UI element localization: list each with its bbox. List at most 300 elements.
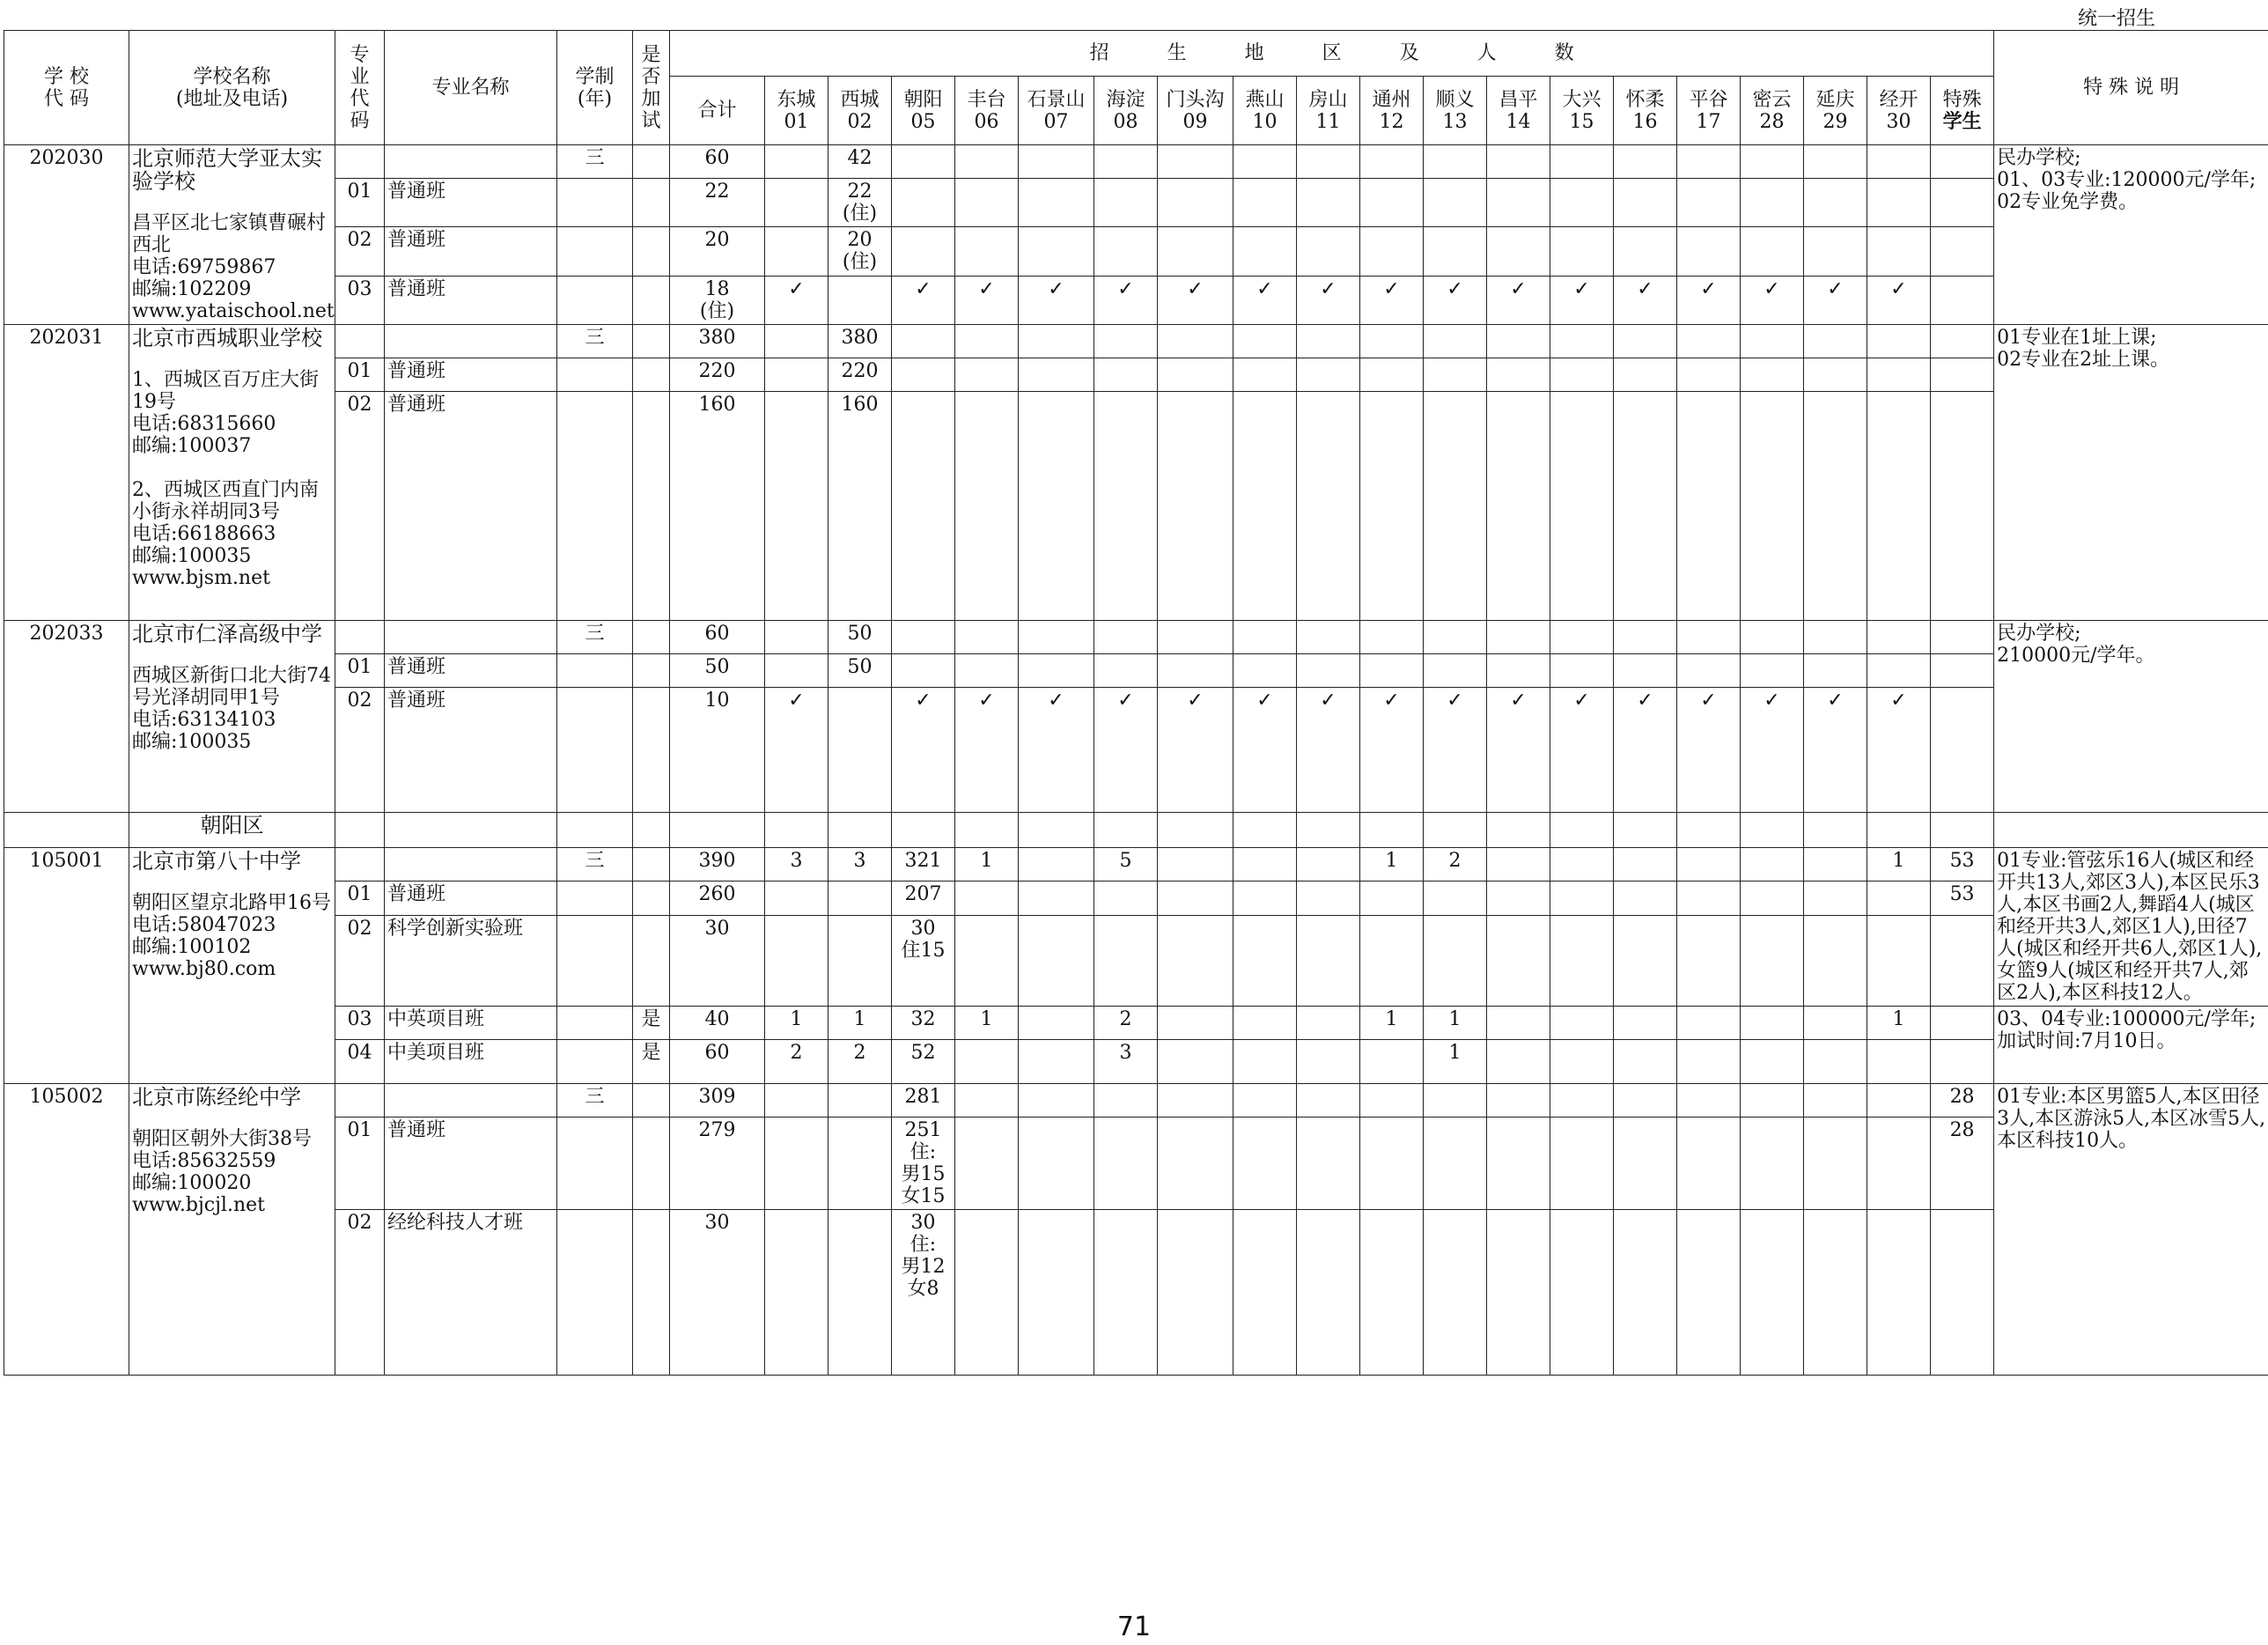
school-code: 202030	[4, 145, 129, 325]
major-name-empty	[385, 145, 557, 179]
special-notes: 03、04专业:100000元/学年; 加试时间:7月10日。	[1994, 1007, 2268, 1084]
cell-region	[1158, 145, 1233, 179]
cell-region	[1804, 392, 1867, 621]
cell-region	[1487, 654, 1550, 688]
cell-region: ✓	[1158, 276, 1233, 324]
district-empty	[1158, 813, 1233, 848]
cell-region	[1867, 358, 1931, 392]
cell-region	[1741, 1084, 1804, 1118]
special-notes: 01专业在1址上课; 02专业在2址上课。	[1994, 325, 2268, 621]
cell-region	[1677, 179, 1741, 227]
cell-region	[1424, 325, 1487, 358]
cell-region	[1297, 1210, 1360, 1376]
region-code: 10	[1252, 110, 1278, 133]
cell-region	[765, 1210, 828, 1376]
region-code: 13	[1442, 110, 1468, 133]
district-empty	[1677, 813, 1741, 848]
cell-region	[1297, 654, 1360, 688]
cell-region	[765, 179, 828, 227]
cell-region	[1094, 654, 1158, 688]
region-name: 昌平	[1498, 88, 1538, 111]
cell-region	[1487, 1040, 1550, 1084]
district-empty	[1360, 813, 1424, 848]
school-name: 北京市仁泽高级中学	[132, 622, 322, 646]
cell-region: 160	[828, 392, 892, 621]
extra-test	[633, 654, 670, 688]
extra-test	[633, 882, 670, 915]
cell-region	[1019, 882, 1094, 915]
cell-region: ✓	[1297, 276, 1360, 324]
cell-region	[1094, 1118, 1158, 1210]
cell-region: 1	[1360, 1007, 1424, 1040]
major-row	[4, 915, 2268, 1006]
cell-total: 390	[670, 848, 765, 882]
duration-empty	[557, 276, 633, 324]
cell-region	[892, 325, 955, 358]
duration-empty	[557, 227, 633, 276]
cell-total: 60	[670, 1040, 765, 1084]
cell-region	[1867, 227, 1931, 276]
major-name: 普通班	[385, 688, 557, 813]
cell-region	[1360, 882, 1424, 915]
cell-region	[1487, 1118, 1550, 1210]
region-header-11	[1424, 77, 1487, 145]
cell-region: ✓	[1158, 688, 1233, 813]
cell-region	[765, 358, 828, 392]
cell-region	[1677, 621, 1741, 654]
school-info	[129, 848, 335, 1084]
cell-region	[1931, 392, 1994, 621]
cell-region	[1931, 1210, 1994, 1376]
cell-region: ✓	[1019, 688, 1094, 813]
school-address: 昌平区北七家镇曹碾村西北 电话:69759867 邮编:102209 www.yataischool.net	[132, 212, 335, 322]
cell-region: ✓	[1094, 688, 1158, 813]
cell-region	[1297, 358, 1360, 392]
cell-region	[1360, 179, 1424, 227]
major-name: 科学创新实验班	[385, 915, 557, 1006]
cell-region	[955, 1210, 1019, 1376]
cell-region	[1158, 654, 1233, 688]
region-code: 07	[1043, 110, 1069, 133]
region-header-3	[892, 77, 955, 145]
extra-test	[633, 1210, 670, 1376]
cell-region	[1360, 915, 1424, 1006]
cell-region	[1019, 1084, 1094, 1118]
cell-region	[955, 915, 1019, 1006]
district-empty	[1741, 813, 1804, 848]
major-name: 普通班	[385, 358, 557, 392]
cell-region	[1297, 848, 1360, 882]
cell-region	[1550, 1118, 1614, 1210]
major-code: 01	[335, 358, 385, 392]
cell-region	[1360, 325, 1424, 358]
cell-region	[765, 654, 828, 688]
cell-region: ✓	[1487, 688, 1550, 813]
cell-region: ✓	[1741, 688, 1804, 813]
cell-region	[1804, 227, 1867, 276]
cell-region	[1094, 882, 1158, 915]
cell-region	[1019, 1210, 1094, 1376]
district-name: 朝阳区	[129, 813, 335, 848]
duration: 三	[557, 145, 633, 179]
cell-region	[1019, 179, 1094, 227]
cell-region	[1019, 1118, 1094, 1210]
cell-region	[1487, 848, 1550, 882]
region-code: 16	[1632, 110, 1658, 133]
cell-region	[1677, 915, 1741, 1006]
cell-region	[955, 882, 1019, 915]
cell-region	[1360, 145, 1424, 179]
cell-region	[1233, 145, 1297, 179]
cell-region	[1094, 227, 1158, 276]
region-code: 17	[1696, 110, 1721, 133]
cell-region	[1931, 915, 1994, 1006]
cell-region	[1550, 179, 1614, 227]
cell-region: 50	[828, 621, 892, 654]
district-empty	[1931, 813, 1994, 848]
school-info	[129, 325, 335, 621]
major-row	[4, 358, 2268, 392]
cell-region	[1614, 915, 1677, 1006]
header-extra-test: 是 否 加 试	[633, 31, 670, 145]
cell-region	[1550, 654, 1614, 688]
district-empty	[828, 813, 892, 848]
district-empty	[1614, 813, 1677, 848]
major-code: 02	[335, 1210, 385, 1376]
cell-region	[1677, 882, 1741, 915]
cell-region	[1158, 1118, 1233, 1210]
school-address: 朝阳区望京北路甲16号 电话:58047023 邮编:100102 www.bj80.com	[132, 892, 331, 980]
cell-region	[1297, 1118, 1360, 1210]
district-row	[4, 813, 2268, 848]
cell-region: 1	[765, 1007, 828, 1040]
cell-region: 22 (住)	[828, 179, 892, 227]
cell-region	[1677, 1084, 1741, 1118]
cell-region: 1	[1424, 1007, 1487, 1040]
extra-test: 是	[633, 1007, 670, 1040]
cell-region	[1233, 1118, 1297, 1210]
cell-region	[1677, 848, 1741, 882]
cell-region	[1550, 1084, 1614, 1118]
duration-empty	[557, 654, 633, 688]
cell-region	[1158, 358, 1233, 392]
cell-region: 2	[1094, 1007, 1158, 1040]
school-info-spacer	[132, 1109, 332, 1128]
cell-region	[1677, 1040, 1741, 1084]
district-empty	[385, 813, 557, 848]
cell-region	[765, 882, 828, 915]
cell-region	[1158, 227, 1233, 276]
cell-region	[1158, 1007, 1233, 1040]
region-header-19	[1931, 77, 1994, 145]
cell-region	[1867, 1040, 1931, 1084]
extra-test	[633, 276, 670, 324]
cell-region	[1614, 1118, 1677, 1210]
cell-region	[1741, 358, 1804, 392]
cell-region	[1297, 145, 1360, 179]
region-header-7	[1158, 77, 1233, 145]
cell-region	[1741, 227, 1804, 276]
cell-region	[955, 654, 1019, 688]
cell-region	[1424, 882, 1487, 915]
school-info	[129, 1084, 335, 1376]
cell-region	[1867, 654, 1931, 688]
cell-region	[1614, 1084, 1677, 1118]
cell-region	[1233, 1210, 1297, 1376]
cell-region	[1158, 179, 1233, 227]
cell-region	[1804, 621, 1867, 654]
cell-region: 20 (住)	[828, 227, 892, 276]
region-code: 11	[1315, 110, 1341, 133]
cell-region	[1487, 179, 1550, 227]
cell-region	[1931, 654, 1994, 688]
cell-region	[1867, 392, 1931, 621]
cell-region: ✓	[1360, 276, 1424, 324]
cell-region	[828, 1210, 892, 1376]
region-header-9	[1297, 77, 1360, 145]
major-row	[4, 654, 2268, 688]
cell-region	[1804, 358, 1867, 392]
cell-region	[1019, 227, 1094, 276]
major-row	[4, 227, 2268, 276]
cell-region	[892, 227, 955, 276]
cell-region: 5	[1094, 848, 1158, 882]
cell-region	[955, 1118, 1019, 1210]
cell-region	[828, 882, 892, 915]
cell-region	[1677, 325, 1741, 358]
region-name: 平谷	[1689, 88, 1728, 111]
cell-region	[1233, 654, 1297, 688]
extra-test	[633, 179, 670, 227]
cell-region	[828, 1084, 892, 1118]
cell-region	[1487, 227, 1550, 276]
cell-region: 1	[1867, 1007, 1931, 1040]
cell-region	[1094, 179, 1158, 227]
cell-region: ✓	[1424, 276, 1487, 324]
cell-region	[1233, 1040, 1297, 1084]
cell-region	[892, 392, 955, 621]
cell-region	[1550, 848, 1614, 882]
duration-empty	[557, 1007, 633, 1040]
cell-region	[1094, 145, 1158, 179]
region-header-18	[1867, 77, 1931, 145]
cell-region	[1614, 1210, 1677, 1376]
cell-region	[1614, 358, 1677, 392]
cell-region: 207	[892, 882, 955, 915]
major-code-empty	[335, 145, 385, 179]
cell-region	[1019, 358, 1094, 392]
cell-region	[1741, 882, 1804, 915]
cell-region	[1158, 392, 1233, 621]
region-code: 06	[974, 110, 999, 133]
cell-region	[1614, 621, 1677, 654]
cell-region	[1297, 392, 1360, 621]
school-code: 202031	[4, 325, 129, 621]
region-header-10	[1360, 77, 1424, 145]
school-info	[129, 621, 335, 813]
cell-region	[1614, 145, 1677, 179]
region-code: 28	[1759, 110, 1785, 133]
major-code: 04	[335, 1040, 385, 1084]
cell-region: ✓	[1614, 688, 1677, 813]
cell-region	[765, 325, 828, 358]
major-code: 02	[335, 392, 385, 621]
region-name: 石景山	[1027, 88, 1086, 111]
major-name: 普通班	[385, 179, 557, 227]
cell-region: ✓	[1550, 688, 1614, 813]
cell-region	[1297, 325, 1360, 358]
cell-region	[1804, 1118, 1867, 1210]
duration-empty	[557, 1040, 633, 1084]
cell-region	[892, 654, 955, 688]
header-school-code: 学 校 代 码	[4, 31, 129, 145]
cell-region	[1360, 358, 1424, 392]
cell-region	[1158, 1084, 1233, 1118]
header-notes: 特 殊 说 明	[1994, 31, 2268, 145]
cell-region	[1804, 848, 1867, 882]
district-empty	[1233, 813, 1297, 848]
region-name: 东城	[777, 88, 816, 111]
cell-region	[1424, 145, 1487, 179]
school-address: 朝阳区朝外大街38号 电话:85632559 邮编:100020 www.bjcjl.net	[132, 1128, 312, 1216]
cell-region	[1158, 621, 1233, 654]
page-number: 71	[1116, 1612, 1152, 1642]
cell-region	[1677, 358, 1741, 392]
cell-region	[1614, 179, 1677, 227]
cell-region	[1931, 358, 1994, 392]
cell-region: 50	[828, 654, 892, 688]
cell-region: ✓	[892, 276, 955, 324]
school-code: 105002	[4, 1084, 129, 1376]
region-name: 通州	[1372, 88, 1411, 111]
major-code: 01	[335, 179, 385, 227]
region-header-17	[1804, 77, 1867, 145]
cell-total: 279	[670, 1118, 765, 1210]
cell-region	[955, 325, 1019, 358]
school-name: 北京市陈经纶中学	[132, 1085, 301, 1110]
region-name: 经开	[1879, 88, 1918, 111]
cell-region	[1094, 358, 1158, 392]
cell-region: 52	[892, 1040, 955, 1084]
cell-region: ✓	[1804, 688, 1867, 813]
cell-region	[1019, 654, 1094, 688]
cell-region	[1550, 1007, 1614, 1040]
region-code: 09	[1182, 110, 1208, 133]
school-address: 西城区新街口北大街74号光泽胡同甲1号 电话:63134103 邮编:100035	[132, 665, 331, 753]
extra-test	[633, 848, 670, 882]
cell-region	[1550, 1210, 1614, 1376]
school-info-spacer	[132, 873, 332, 892]
cell-region	[955, 1040, 1019, 1084]
cell-total: 18 (住)	[670, 276, 765, 324]
cell-region	[1094, 915, 1158, 1006]
major-row	[4, 1040, 2268, 1084]
cell-region	[1233, 392, 1297, 621]
cell-region	[1019, 1007, 1094, 1040]
cell-region	[1297, 621, 1360, 654]
cell-total: 10	[670, 688, 765, 813]
cell-region	[1158, 848, 1233, 882]
cell-region: ✓	[1297, 688, 1360, 813]
cell-region	[1741, 392, 1804, 621]
cell-region	[1550, 882, 1614, 915]
cell-region	[828, 915, 892, 1006]
cell-total: 30	[670, 1210, 765, 1376]
cell-region	[1741, 1040, 1804, 1084]
cell-region: ✓	[1867, 276, 1931, 324]
special-notes: 01专业:本区男篮5人,本区田径3人,本区游泳5人,本区冰雪5人,本区科技10人。	[1994, 1084, 2268, 1376]
region-header-14	[1614, 77, 1677, 145]
cell-region	[1297, 179, 1360, 227]
region-header-8	[1233, 77, 1297, 145]
cell-total: 380	[670, 325, 765, 358]
special-notes: 民办学校; 01、03专业:120000元/学年; 02专业免学费。	[1994, 145, 2268, 325]
cell-region	[955, 358, 1019, 392]
cell-region	[1424, 621, 1487, 654]
cell-region	[1614, 325, 1677, 358]
duration-empty	[557, 1210, 633, 1376]
cell-region: ✓	[765, 276, 828, 324]
cell-region: 53	[1931, 848, 1994, 882]
cell-region	[1931, 621, 1994, 654]
cell-region	[1550, 325, 1614, 358]
school-info-spacer	[132, 350, 332, 369]
cell-region: 53	[1931, 882, 1994, 915]
cell-region	[1550, 227, 1614, 276]
region-name: 西城	[840, 88, 880, 111]
cell-region	[955, 145, 1019, 179]
duration: 三	[557, 325, 633, 358]
cell-region	[1487, 1084, 1550, 1118]
cell-region	[1867, 1084, 1931, 1118]
cell-region	[955, 179, 1019, 227]
cell-region: 32	[892, 1007, 955, 1040]
major-code: 02	[335, 688, 385, 813]
cell-region: ✓	[1233, 688, 1297, 813]
region-code: 05	[910, 110, 936, 133]
extra-test	[633, 1118, 670, 1210]
cell-region	[1297, 915, 1360, 1006]
district-empty	[633, 813, 670, 848]
cell-region	[1614, 1040, 1677, 1084]
duration-empty	[557, 688, 633, 813]
cell-region	[1424, 654, 1487, 688]
cell-region	[1804, 1007, 1867, 1040]
district-empty	[1550, 813, 1614, 848]
cell-region	[1019, 915, 1094, 1006]
cell-region	[1550, 621, 1614, 654]
cell-region: 1	[828, 1007, 892, 1040]
cell-region	[1931, 1040, 1994, 1084]
school-name: 北京市第八十中学	[132, 849, 301, 874]
cell-region	[1424, 1118, 1487, 1210]
cell-region	[1360, 654, 1424, 688]
cell-region	[1019, 848, 1094, 882]
cell-region	[1867, 621, 1931, 654]
cell-region	[1677, 1210, 1741, 1376]
cell-region	[1158, 882, 1233, 915]
cell-region: 1	[1424, 1040, 1487, 1084]
cell-region: ✓	[1677, 276, 1741, 324]
cell-total: 50	[670, 654, 765, 688]
corner-label: 统一招生	[2078, 8, 2156, 30]
duration-empty	[557, 179, 633, 227]
major-code: 02	[335, 227, 385, 276]
cell-region	[955, 392, 1019, 621]
cell-region	[1424, 358, 1487, 392]
major-name: 普通班	[385, 654, 557, 688]
cell-region	[1931, 145, 1994, 179]
